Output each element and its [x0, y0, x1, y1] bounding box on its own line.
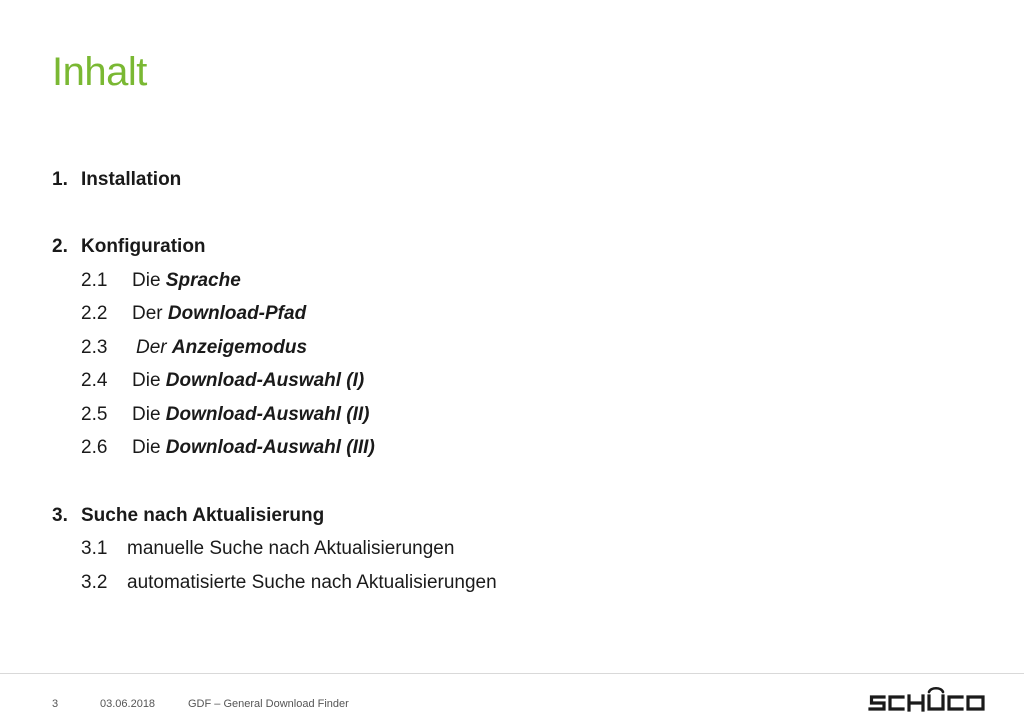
toc-item-prefix: Die [132, 370, 161, 391]
footer-document-title: GDF – General Download Finder [188, 698, 349, 710]
toc-item-emphasis: Anzeigemodus [171, 337, 308, 358]
toc-item-emphasis: Download-Auswahl (II) [165, 404, 370, 425]
toc-section-title: Konfiguration [81, 236, 206, 257]
footer-page-number: 3 [52, 698, 59, 710]
toc-item-emphasis: Download-Pfad [167, 303, 307, 324]
toc-item-number: 2.3 [81, 337, 108, 358]
toc-item-2-2 [81, 302, 306, 326]
toc-item-number: 3.2 [81, 572, 108, 593]
toc-item-number: 2.4 [81, 370, 108, 391]
toc-item-prefix: Der [132, 303, 163, 324]
footer-date: 03.06.2018 [100, 698, 156, 710]
toc-item-prefix: Die [132, 437, 161, 458]
toc-item-2-1 [81, 269, 241, 293]
toc-section-title: Installation [81, 169, 182, 190]
toc-section-title: Suche nach Aktualisierung [81, 505, 325, 526]
toc-section-number: 3. [52, 505, 68, 526]
toc-item-prefix: Der [136, 337, 167, 358]
toc-item-text: manuelle Suche nach Aktualisierungen [127, 538, 455, 559]
toc-section-3 [52, 504, 324, 528]
toc-item-number: 2.2 [81, 303, 108, 324]
toc-item-2-3 [81, 336, 307, 360]
toc-section-1 [52, 168, 181, 192]
toc-item-2-6 [81, 436, 375, 460]
toc-item-prefix: Die [132, 270, 161, 291]
schueco-logo [868, 684, 986, 714]
toc-section-number: 2. [52, 236, 68, 257]
slide-title: Inhalt [52, 50, 147, 94]
toc-item-number: 2.1 [81, 270, 108, 291]
toc-item-3-1 [81, 537, 454, 561]
toc-item-3-2 [81, 571, 497, 595]
toc-item-emphasis: Download-Auswahl (I) [165, 370, 365, 391]
toc-item-emphasis: Download-Auswahl (III) [165, 437, 375, 458]
toc-item-number: 3.1 [81, 538, 108, 559]
toc-section-2 [52, 235, 206, 259]
toc-section-number: 1. [52, 169, 68, 190]
footer-divider [0, 673, 1024, 674]
toc-item-prefix: Die [132, 404, 161, 425]
toc-item-number: 2.5 [81, 404, 108, 425]
toc-item-text: automatisierte Suche nach Aktualisierungen [127, 572, 497, 593]
toc-item-2-5 [81, 403, 370, 427]
toc-item-emphasis: Sprache [165, 270, 241, 291]
toc-item-number: 2.6 [81, 437, 108, 458]
toc-item-2-4 [81, 369, 364, 393]
